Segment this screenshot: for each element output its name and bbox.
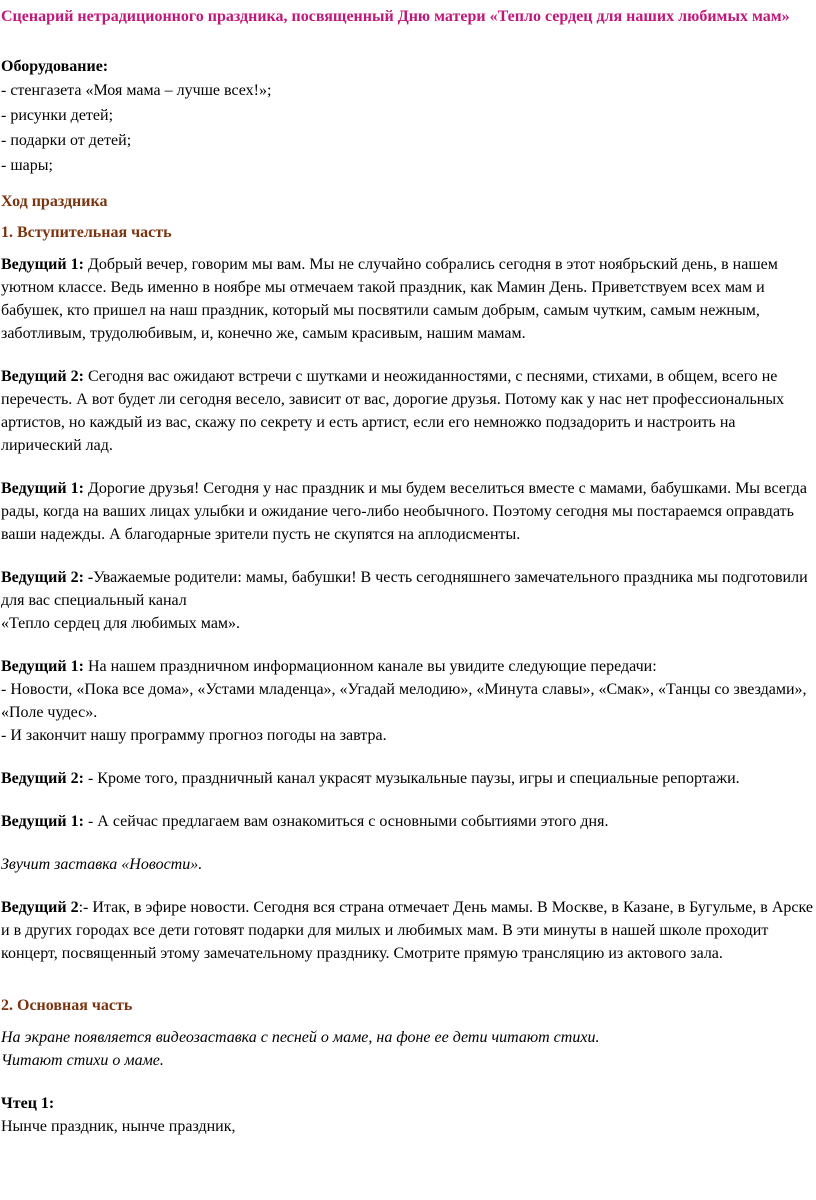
program-list-line: - И закончит нашу программу прогноз погоды на завтра. — [1, 727, 387, 744]
dialogue-text: Сегодня вас ожидают встречи с шутками и неожиданностями, с песнями, стихами, в общем, всего не перечесть. А вот будет ли сегодня весело, зависит от вас, дорогие друзья. Потому как у нас нет профессиональных артистов, но каждый из вас, скажу по секрету и есть артист, если его немножко подзадорить и настроить на лирический лад. — [1, 368, 785, 454]
speaker-label: Ведущий 1: — [1, 480, 84, 497]
dialogue-paragraph — [1, 810, 816, 833]
equipment-item: - подарки от детей; — [1, 132, 132, 149]
stage-direction: На экране появляется видеозаставка с песней о маме, на фоне ее дети читают стихи. — [1, 1029, 600, 1046]
channel-name-line: «Тепло сердец для любимых мам». — [1, 615, 241, 632]
dialogue-paragraph — [1, 566, 816, 612]
equipment-item: - стенгазета «Моя мама – лучше всех!»; — [1, 82, 272, 99]
dialogue-paragraph — [1, 365, 816, 457]
stage-direction: Читают стихи о маме. — [1, 1052, 164, 1069]
speaker-label: Ведущий 1: — [1, 256, 84, 273]
dialogue-text: - А сейчас предлагаем вам ознакомиться с основными событиями этого дня. — [83, 813, 609, 830]
dialogue-paragraph — [1, 896, 816, 965]
equipment-item: - рисунки детей; — [1, 107, 114, 124]
dialogue-text: На нашем праздничном информационном канале вы увидите следующие передачи: — [83, 658, 657, 675]
dialogue-paragraph — [1, 767, 816, 790]
section-heading-intro: 1. Вступительная часть — [1, 224, 172, 241]
reader-label: Чтец 1: — [1, 1095, 55, 1112]
dialogue-text: Добрый вечер, говорим мы вам. Мы не случайно собрались сегодня в этот ноябрьский день, в нашем уютном классе. Ведь именно в ноябре мы отмечаем такой праздник, как Мамин День. Приветствуем всех мам и бабушек, кто пришел на наш праздник, который мы посвятили самым добрым, самым чутким, самым нежным, заботливым, трудолюбивым, и, конечно же, самым красивым, нашим мамам. — [1, 256, 778, 342]
course-heading: Ход праздника — [1, 193, 108, 210]
stage-direction: Звучит заставка «Новости». — [1, 856, 203, 873]
equipment-item: - шары; — [1, 157, 53, 174]
dialogue-text: Дорогие друзья! Сегодня у нас праздник и мы будем веселиться вместе с мамами, бабушками. Мы всегда рады, когда на ваших лицах улыбки и ожидание чего-либо необычного. Поэтому сегодня мы постараемся оправдать ваши надежды. А благодарные зрители пусть не скупятся на аплодисменты. — [1, 480, 807, 543]
poem-line: Нынче праздник, нынче праздник, — [1, 1118, 236, 1135]
dialogue-text: Уважаемые родители: мамы, бабушки! В честь сегодняшнего замечательного праздника мы подготовили для вас специальный канал — [1, 569, 808, 609]
speaker-label: Ведущий 2 — [1, 899, 79, 916]
dialogue-paragraph — [1, 253, 816, 345]
speaker-label: Ведущий 1: — [1, 658, 84, 675]
speaker-label: Ведущий 1: — [1, 813, 84, 830]
dialogue-text: :- Итак, в эфире новости. Сегодня вся страна отмечает День мамы. В Москве, в Казане, в Бугульме, в Арске и в других городах все дети готовят подарки для милых и любимых мам. В эти минуты в нашей школе проходит концерт, посвященный этому замечательному празднику. Смотрите прямую трансляцию из актового зала. — [1, 899, 813, 962]
speaker-label: Ведущий 2: — [1, 368, 84, 385]
section-heading-main: 2. Основная часть — [1, 997, 133, 1014]
document-title: Сценарий нетрадиционного праздника, посвященный Дню матери «Тепло сердец для наших любимых мам» — [1, 8, 790, 25]
speaker-label: Ведущий 2: - — [1, 569, 94, 586]
program-list-line: - Новости, «Пока все дома», «Устами младенца», «Угадай мелодию», «Минута славы», «Смак», «Танцы со звездами», «Поле чудес». — [1, 681, 807, 721]
dialogue-paragraph — [1, 655, 816, 678]
speaker-label: Ведущий 2: — [1, 770, 84, 787]
dialogue-text: - Кроме того, праздничный канал украсят музыкальные паузы, игры и специальные репортажи. — [83, 770, 740, 787]
equipment-heading: Оборудование: — [1, 58, 109, 75]
dialogue-paragraph — [1, 477, 816, 546]
